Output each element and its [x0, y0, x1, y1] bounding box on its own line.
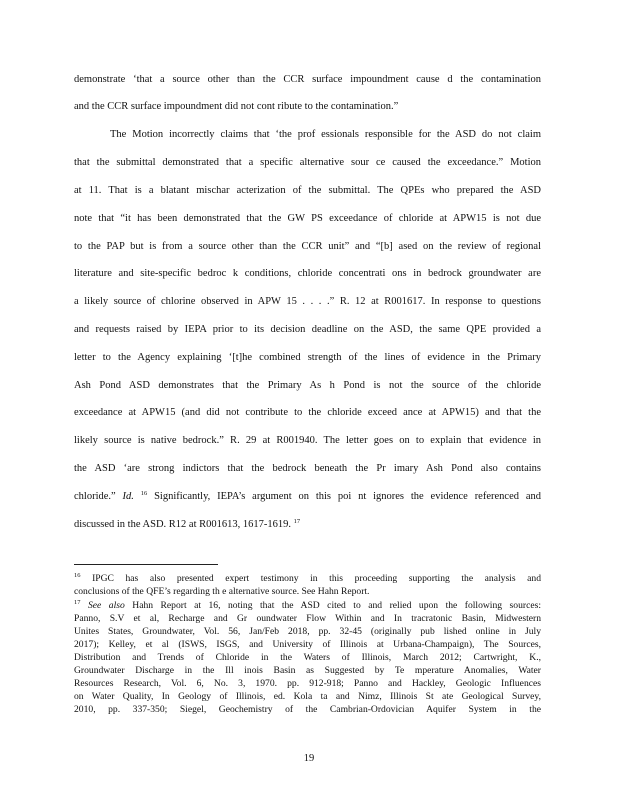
footnote-line: 2017); Kelley, et al (ISWS, ISGS, and University of Illinois at Urbana-Champaign), The Sources,: [74, 639, 541, 650]
body-line: letter to the Agency explaining ‘[t]he combined strength of the lines of evidence in the Primary: [74, 352, 541, 363]
body-line: a likely source of chlorine observed in APW 15 . . . .” R. 12 at R001617. In response to questions: [74, 296, 541, 307]
footnote-line: Unites States, Groundwater, Vol. 56, Jan/Feb 2018, pp. 32-45 (originally pub lished online in July: [74, 626, 541, 637]
signal-see-also: See also: [87, 600, 125, 611]
body-line: and the CCR surface impoundment did not cont ribute to the contamination.”: [74, 101, 399, 112]
footnote-text: IPGC has also presented expert testimony in this proceeding supporting the analysis and: [92, 573, 541, 584]
footnote-line: 2010, pp. 337-350; Siegel, Geochemistry of the Cambrian-Ordovician Aquifer System in the: [74, 704, 541, 715]
body-line: demonstrate ‘that a source other than the CCR surface impoundment cause d the contamination: [74, 74, 541, 85]
page-number: 19: [303, 753, 315, 764]
footnote-line: Resources Research, Vol. 6, No. 3, 1970. pp. 912-918; Panno and Hackley, Geologic Influences: [74, 678, 541, 689]
body-line: [74, 519, 300, 531]
footnote-line: Distribution and Trends of Chloride in the Waters of Illinois, March 2012; Cartwright, K.,: [74, 652, 541, 663]
body-text: Significantly, IEPA’s argument on this poi nt ignores the evidence referenced and: [147, 491, 541, 502]
body-line: likely source is native bedrock.” R. 29 at R001940. The letter goes on to explain that evidence in: [74, 435, 541, 446]
footnote-line: on Water Quality, In Geology of Illinois, ed. Kola ta and Nimz, Illinois St ate Geological Survey,: [74, 691, 541, 702]
body-line: exceedance at APW15 (and did not contribute to the chloride exceed ance at APW15) and that the: [74, 407, 541, 418]
footnote-reference[interactable]: 16: [140, 490, 148, 497]
body-line: The Motion incorrectly claims that ‘the prof essionals responsible for the ASD do not claim: [110, 129, 541, 140]
body-line: Ash Pond ASD demonstrates that the Primary As h Pond is not the source of the chloride: [74, 380, 541, 391]
body-line: the ASD ‘are strong indictors that the bedrock beneath the Pr imary Ash Pond also contains: [74, 463, 541, 474]
body-line: and requests raised by IEPA prior to its decision deadline on the ASD, the same QPE provided a: [74, 324, 541, 335]
footnote-reference[interactable]: 17: [293, 518, 301, 525]
citation-id: Id.: [122, 491, 134, 502]
body-text: chloride.”: [74, 491, 123, 502]
footnote-16: [74, 573, 541, 584]
footnote-line: conclusions of the QFE’s regarding th e alternative source. See Hahn Report.: [74, 586, 370, 597]
footnote-text: Hahn Report at 16, noting that the ASD cited to and relied upon the following sources:: [132, 600, 541, 611]
footnote-divider: [74, 564, 218, 565]
footnote-marker: 17: [74, 599, 81, 606]
body-line: that the submittal demonstrated that a specific alternative sour ce caused the exceedance.” Motion: [74, 157, 541, 168]
footnote-marker: 16: [74, 572, 81, 579]
body-line: note that “it has been demonstrated that the GW PS exceedance of chloride at APW15 is not due: [74, 213, 541, 224]
footnote-17: [74, 600, 541, 611]
body-line: literature and site-specific bedroc k conditions, chloride concentrati ons in bedrock groundwater are: [74, 268, 541, 279]
body-line: to the PAP but is from a source other than the CCR unit” and “[b] ased on the review of regional: [74, 241, 541, 252]
footnote-line: Panno, S.V et al, Recharge and Gr oundwater Flow Within and In tracratonic Basin, Midwestern: [74, 613, 541, 624]
footnote-line: Groundwater Discharge in the Ill inois Basin as Suggested by Te mperature Anomalies, Water: [74, 665, 541, 676]
body-text: discussed in the ASD. R12 at R001613, 1617-1619.: [74, 519, 291, 530]
body-line: at 11. That is a blatant mischar acterization of the submittal. The QPEs who prepared the ASD: [74, 185, 541, 196]
body-line: [74, 491, 541, 503]
